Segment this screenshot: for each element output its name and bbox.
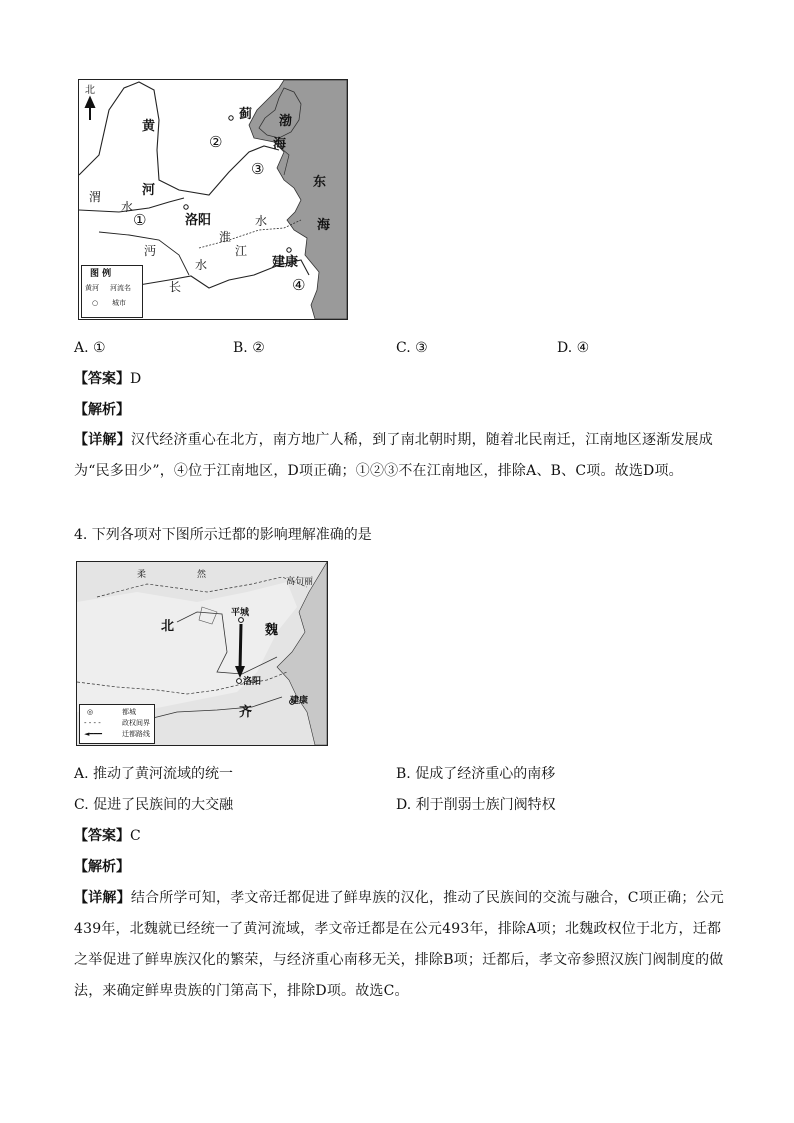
city-luoyang-label: 洛阳 — [185, 213, 212, 228]
shui1-label: 水 — [121, 200, 134, 214]
q4-option-c: C. 促进了民族间的大交融 — [74, 797, 234, 813]
map1-legend — [81, 265, 143, 318]
q4-stem: 4. 下列各项对下图所示迁都的影响理解准确的是 — [74, 527, 372, 543]
wei-label2: 魏 — [265, 623, 279, 638]
goguryeo-label: 高句丽 — [286, 577, 314, 587]
q4-analysis-tag: 【解析】 — [74, 859, 130, 875]
q3-detail — [74, 425, 724, 487]
marker-3: ③ — [251, 160, 265, 178]
q3-option-a: A. ① — [74, 340, 106, 356]
bei-label: 北 — [161, 619, 175, 634]
city-jiankang-marker — [287, 248, 291, 252]
hai2-label: 海 — [317, 218, 331, 233]
bo-label: 渤 — [279, 114, 293, 129]
city-ji-label: 蓟 — [239, 107, 253, 122]
city-luoyang2-marker — [237, 679, 242, 684]
q4-detail-tag: 【详解】 — [74, 890, 131, 906]
q4-option-b: B. 促成了经济重心的南移 — [396, 766, 556, 782]
legend-city-desc: 城市 — [112, 299, 126, 307]
q4-option-d: D. 利于削弱士族门阀特权 — [396, 797, 556, 813]
huai-river — [199, 220, 301, 248]
legend-capital-desc: 都城 — [122, 708, 136, 716]
legend-border-desc: 政权间界 — [122, 719, 150, 727]
city-pingcheng-marker — [239, 618, 244, 623]
legend-river-sample: 黄河 — [85, 284, 99, 292]
river-label: 河 — [142, 183, 156, 198]
legend-border-icon: - - - - — [84, 719, 101, 727]
rouran2-label: 然 — [197, 570, 207, 580]
q3-answer — [74, 369, 141, 389]
huai-label: 淮 — [219, 230, 232, 244]
legend-route-icon: ◄━━━ — [84, 730, 103, 738]
q3-option-c: C. ③ — [396, 340, 428, 356]
q4-option-a: A. 推动了黄河流域的统一 — [74, 766, 234, 782]
city-luoyang2-label: 洛阳 — [243, 677, 262, 687]
q3-detail-text: 汉代经济重心在北方，南方地广人稀，到了南北朝时期，随着北民南迁，江南地区逐渐发展成为“民多田少”，④位于江南地区，D项正确；①②③不在江南地区，排除A、B、C项。故选D项。 — [74, 432, 714, 479]
north-arrow-icon — [86, 98, 94, 120]
q3-option-b: B. ② — [233, 340, 265, 356]
q4-detail — [74, 883, 724, 1007]
map-northern-wei-capital-move — [76, 561, 328, 746]
mian-label: 沔 — [144, 244, 157, 258]
city-pingcheng-label: 平城 — [231, 608, 250, 618]
chang-label: 长 — [169, 280, 182, 294]
q3-answer-value: D — [130, 371, 142, 387]
map-north-south-dynasties-regions — [78, 79, 348, 320]
q4-answer-value: C — [130, 828, 141, 844]
q3-option-d: D. ④ — [557, 340, 590, 356]
legend-city-icon: ○ — [92, 299, 99, 307]
city-luoyang-marker — [184, 205, 188, 209]
qi-label: 齐 — [239, 705, 253, 720]
jiang-label: 江 — [235, 244, 248, 258]
shui2-label: 水 — [255, 214, 268, 228]
marker-2: ② — [209, 133, 223, 151]
shui3-label: 水 — [195, 258, 208, 272]
map2-legend — [79, 704, 155, 744]
north-label: 北 — [85, 85, 95, 96]
city-jiankang-label: 建康 — [272, 255, 299, 270]
legend-capital-icon: ◎ — [87, 708, 94, 716]
city-ji-marker — [229, 116, 233, 120]
q3-answer-tag: 【答案】 — [74, 371, 130, 387]
rouran1-label: 柔 — [137, 570, 147, 580]
yellow-river — [79, 82, 279, 195]
city-jiankang2-label: 建康 — [290, 696, 309, 706]
legend-title: 图 例 — [90, 269, 112, 279]
q4-detail-text: 结合所学可知，孝文帝迁都促进了鲜卑族的汉化，推动了民族间的交流与融合，C项正确；公元439年，北魏就已经统一了黄河流域，孝文帝迁都是在公元493年，排除A项；北魏政权位于北方，迁都之举促进了鲜卑族汉化的繁荣，与经济重心南移无关，排除B项；迁都后，孝文帝参照汉族门阀制度的做法，来确定鲜卑贵族的门第高下，排除D项。故选C。 — [74, 890, 724, 999]
dong-label: 东 — [313, 175, 327, 190]
legend-route-desc: 迁都路线 — [122, 730, 150, 738]
q4-answer-tag: 【答案】 — [74, 828, 130, 844]
wei-label: 渭 — [89, 190, 102, 204]
yellow-label: 黄 — [142, 119, 156, 134]
legend-river-desc: 河流名 — [110, 284, 131, 292]
marker-4: ④ — [292, 276, 306, 294]
q4-answer — [74, 826, 141, 846]
q3-analysis-tag: 【解析】 — [74, 402, 130, 418]
q3-detail-tag: 【详解】 — [74, 432, 131, 448]
hai1-label: 海 — [273, 137, 287, 152]
marker-1: ① — [133, 211, 147, 229]
migration-route-arrow — [240, 624, 241, 670]
